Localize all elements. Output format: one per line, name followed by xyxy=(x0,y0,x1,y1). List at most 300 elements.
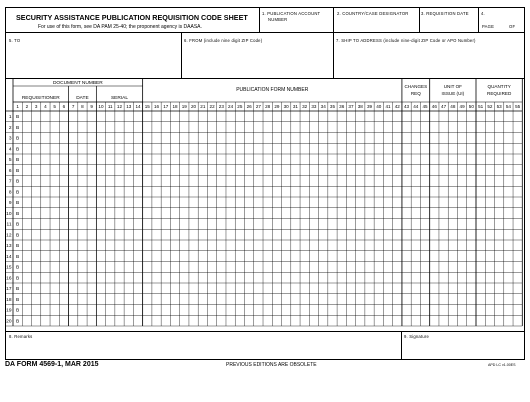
table-cell-input[interactable] xyxy=(189,122,198,132)
table-cell-input[interactable] xyxy=(421,316,430,326)
table-cell-input[interactable] xyxy=(106,133,115,143)
table-cell-input[interactable] xyxy=(161,273,170,283)
table-cell-input[interactable] xyxy=(476,176,485,186)
table-cell-input[interactable] xyxy=(513,251,522,261)
table-cell-input[interactable] xyxy=(449,262,458,272)
table-cell-input[interactable] xyxy=(467,165,476,175)
table-cell-input[interactable] xyxy=(421,262,430,272)
table-cell-input[interactable] xyxy=(393,294,402,304)
table-cell-input[interactable] xyxy=(439,273,448,283)
table-cell-input[interactable] xyxy=(217,240,226,250)
table-cell-input[interactable] xyxy=(430,240,439,250)
table-cell-input[interactable] xyxy=(300,111,309,121)
table-cell-input[interactable] xyxy=(69,187,78,197)
table-cell-input[interactable] xyxy=(476,240,485,250)
table-cell-input[interactable] xyxy=(411,122,420,132)
table-cell-input[interactable] xyxy=(115,208,124,218)
table-cell-input[interactable] xyxy=(106,305,115,315)
table-cell-input[interactable] xyxy=(50,262,59,272)
table-cell-input[interactable] xyxy=(458,154,467,164)
table-cell-input[interactable] xyxy=(41,144,50,154)
table-cell-input[interactable] xyxy=(50,316,59,326)
table-cell-input[interactable] xyxy=(347,165,356,175)
table-cell-input[interactable] xyxy=(134,197,143,207)
table-cell-input[interactable] xyxy=(134,144,143,154)
table-cell-input[interactable] xyxy=(495,154,504,164)
table-cell-input[interactable] xyxy=(124,316,133,326)
table-cell-input[interactable] xyxy=(310,230,319,240)
table-cell-input[interactable] xyxy=(208,133,217,143)
table-cell-input[interactable] xyxy=(430,208,439,218)
table-cell-input[interactable] xyxy=(513,176,522,186)
table-cell-input[interactable] xyxy=(23,187,32,197)
table-cell-input[interactable] xyxy=(115,251,124,261)
table-cell-input[interactable] xyxy=(402,144,411,154)
table-cell-input[interactable] xyxy=(236,294,245,304)
table-cell-input[interactable] xyxy=(263,283,272,293)
table-cell-input[interactable] xyxy=(50,197,59,207)
table-cell-input[interactable] xyxy=(41,165,50,175)
table-cell-input[interactable] xyxy=(226,219,235,229)
table-cell-input[interactable] xyxy=(439,294,448,304)
table-cell-input[interactable] xyxy=(411,144,420,154)
table-cell-input[interactable] xyxy=(180,111,189,121)
table-cell-input[interactable] xyxy=(449,144,458,154)
table-cell-input[interactable] xyxy=(208,187,217,197)
table-cell-input[interactable] xyxy=(97,144,106,154)
table-cell-input[interactable] xyxy=(50,283,59,293)
table-cell-input[interactable] xyxy=(32,165,41,175)
table-cell-input[interactable] xyxy=(208,262,217,272)
table-cell-input[interactable] xyxy=(60,133,69,143)
table-cell-input[interactable] xyxy=(254,187,263,197)
table-cell-input[interactable] xyxy=(273,197,282,207)
table-cell-input[interactable] xyxy=(495,262,504,272)
table-cell-input[interactable] xyxy=(402,230,411,240)
table-cell-input[interactable] xyxy=(402,208,411,218)
table-cell-input[interactable] xyxy=(495,187,504,197)
table-cell-input[interactable] xyxy=(87,187,96,197)
table-cell-input[interactable] xyxy=(60,187,69,197)
table-cell-input[interactable] xyxy=(421,122,430,132)
table-cell-input[interactable] xyxy=(217,208,226,218)
table-cell-input[interactable] xyxy=(476,165,485,175)
table-cell-input[interactable] xyxy=(124,251,133,261)
table-cell-input[interactable] xyxy=(50,294,59,304)
table-cell-input[interactable] xyxy=(337,294,346,304)
table-cell-input[interactable] xyxy=(124,283,133,293)
table-cell-input[interactable] xyxy=(439,111,448,121)
table-cell-input[interactable] xyxy=(467,144,476,154)
table-cell-input[interactable] xyxy=(504,240,513,250)
table-cell-input[interactable] xyxy=(217,176,226,186)
table-cell-input[interactable] xyxy=(189,283,198,293)
table-cell-input[interactable] xyxy=(245,165,254,175)
table-cell-input[interactable] xyxy=(421,219,430,229)
table-cell-input[interactable] xyxy=(143,208,152,218)
table-cell-input[interactable] xyxy=(319,154,328,164)
table-cell-input[interactable] xyxy=(199,230,208,240)
table-cell-input[interactable] xyxy=(199,197,208,207)
table-cell-input[interactable] xyxy=(384,294,393,304)
table-cell-input[interactable] xyxy=(374,316,383,326)
table-cell-input[interactable] xyxy=(134,294,143,304)
table-cell-input[interactable] xyxy=(124,230,133,240)
table-cell-input[interactable] xyxy=(273,208,282,218)
table-cell-input[interactable] xyxy=(384,219,393,229)
table-cell-input[interactable] xyxy=(356,251,365,261)
table-cell-input[interactable] xyxy=(365,122,374,132)
table-cell-input[interactable] xyxy=(60,305,69,315)
table-cell-input[interactable] xyxy=(217,133,226,143)
table-cell-input[interactable] xyxy=(439,219,448,229)
table-cell-input[interactable] xyxy=(263,305,272,315)
table-cell-input[interactable] xyxy=(254,240,263,250)
table-cell-input[interactable] xyxy=(263,165,272,175)
table-cell-input[interactable] xyxy=(356,187,365,197)
table-cell-input[interactable] xyxy=(402,165,411,175)
table-cell-input[interactable] xyxy=(430,133,439,143)
table-cell-input[interactable] xyxy=(476,262,485,272)
table-cell-input[interactable] xyxy=(374,208,383,218)
table-cell-input[interactable] xyxy=(402,251,411,261)
table-cell-input[interactable] xyxy=(300,208,309,218)
table-cell-input[interactable] xyxy=(60,230,69,240)
table-cell-input[interactable] xyxy=(328,316,337,326)
table-cell-input[interactable] xyxy=(208,111,217,121)
table-cell-input[interactable] xyxy=(78,273,87,283)
table-cell-input[interactable] xyxy=(124,240,133,250)
table-cell-input[interactable] xyxy=(319,294,328,304)
table-cell-input[interactable] xyxy=(374,230,383,240)
table-cell-input[interactable] xyxy=(115,122,124,132)
table-cell-input[interactable] xyxy=(226,262,235,272)
table-cell-input[interactable] xyxy=(152,240,161,250)
table-cell-input[interactable] xyxy=(328,230,337,240)
table-cell-input[interactable] xyxy=(467,187,476,197)
table-cell-input[interactable] xyxy=(458,187,467,197)
country-case-designator-input[interactable] xyxy=(334,18,418,31)
table-cell-input[interactable] xyxy=(32,144,41,154)
table-cell-input[interactable] xyxy=(189,294,198,304)
table-cell-input[interactable] xyxy=(328,144,337,154)
table-cell-input[interactable] xyxy=(365,197,374,207)
table-cell-input[interactable] xyxy=(217,219,226,229)
table-cell-input[interactable] xyxy=(439,305,448,315)
table-cell-input[interactable] xyxy=(97,240,106,250)
table-cell-input[interactable] xyxy=(78,144,87,154)
table-cell-input[interactable] xyxy=(97,165,106,175)
table-cell-input[interactable] xyxy=(402,133,411,143)
table-cell-input[interactable] xyxy=(152,305,161,315)
table-cell-input[interactable] xyxy=(23,219,32,229)
table-cell-input[interactable] xyxy=(273,240,282,250)
table-cell-input[interactable] xyxy=(152,294,161,304)
table-cell-input[interactable] xyxy=(41,154,50,164)
table-cell-input[interactable] xyxy=(236,176,245,186)
table-cell-input[interactable] xyxy=(180,208,189,218)
table-cell-input[interactable] xyxy=(347,144,356,154)
table-cell-input[interactable] xyxy=(189,176,198,186)
table-cell-input[interactable] xyxy=(365,187,374,197)
table-cell-input[interactable] xyxy=(347,111,356,121)
table-cell-input[interactable] xyxy=(495,111,504,121)
table-cell-input[interactable] xyxy=(217,122,226,132)
table-cell-input[interactable] xyxy=(143,111,152,121)
table-cell-input[interactable] xyxy=(273,187,282,197)
table-cell-input[interactable] xyxy=(199,219,208,229)
table-cell-input[interactable] xyxy=(486,154,495,164)
table-cell-input[interactable] xyxy=(134,262,143,272)
table-cell-input[interactable] xyxy=(171,165,180,175)
table-cell-input[interactable] xyxy=(152,219,161,229)
table-cell-input[interactable] xyxy=(273,165,282,175)
table-cell-input[interactable] xyxy=(310,144,319,154)
table-cell-input[interactable] xyxy=(300,187,309,197)
table-cell-input[interactable] xyxy=(291,273,300,283)
table-cell-input[interactable] xyxy=(245,187,254,197)
table-cell-input[interactable] xyxy=(356,133,365,143)
table-cell-input[interactable] xyxy=(449,240,458,250)
table-cell-input[interactable] xyxy=(300,144,309,154)
table-cell-input[interactable] xyxy=(254,154,263,164)
table-cell-input[interactable] xyxy=(124,144,133,154)
table-cell-input[interactable] xyxy=(374,219,383,229)
table-cell-input[interactable] xyxy=(476,230,485,240)
table-cell-input[interactable] xyxy=(467,283,476,293)
table-cell-input[interactable] xyxy=(282,165,291,175)
table-cell-input[interactable] xyxy=(245,251,254,261)
table-cell-input[interactable] xyxy=(41,208,50,218)
table-cell-input[interactable] xyxy=(32,208,41,218)
table-cell-input[interactable] xyxy=(199,176,208,186)
table-cell-input[interactable] xyxy=(328,197,337,207)
table-cell-input[interactable] xyxy=(328,251,337,261)
table-cell-input[interactable] xyxy=(189,165,198,175)
table-cell-input[interactable] xyxy=(411,197,420,207)
table-cell-input[interactable] xyxy=(319,219,328,229)
table-cell-input[interactable] xyxy=(87,316,96,326)
table-cell-input[interactable] xyxy=(374,165,383,175)
table-cell-input[interactable] xyxy=(69,133,78,143)
table-cell-input[interactable] xyxy=(467,208,476,218)
table-cell-input[interactable] xyxy=(263,240,272,250)
table-cell-input[interactable] xyxy=(106,122,115,132)
table-cell-input[interactable] xyxy=(421,187,430,197)
table-cell-input[interactable] xyxy=(152,133,161,143)
table-cell-input[interactable] xyxy=(69,240,78,250)
table-cell-input[interactable] xyxy=(430,144,439,154)
table-cell-input[interactable] xyxy=(161,133,170,143)
table-cell-input[interactable] xyxy=(384,283,393,293)
table-cell-input[interactable] xyxy=(411,305,420,315)
table-cell-input[interactable] xyxy=(236,144,245,154)
table-cell-input[interactable] xyxy=(273,230,282,240)
table-cell-input[interactable] xyxy=(254,133,263,143)
table-cell-input[interactable] xyxy=(319,251,328,261)
table-cell-input[interactable] xyxy=(282,154,291,164)
table-cell-input[interactable] xyxy=(115,197,124,207)
table-cell-input[interactable] xyxy=(430,273,439,283)
table-cell-input[interactable] xyxy=(199,187,208,197)
table-cell-input[interactable] xyxy=(486,111,495,121)
table-cell-input[interactable] xyxy=(430,294,439,304)
table-cell-input[interactable] xyxy=(467,219,476,229)
table-cell-input[interactable] xyxy=(337,219,346,229)
table-cell-input[interactable] xyxy=(467,230,476,240)
table-cell-input[interactable] xyxy=(152,251,161,261)
table-cell-input[interactable] xyxy=(189,208,198,218)
table-cell-input[interactable] xyxy=(421,283,430,293)
table-cell-input[interactable] xyxy=(41,240,50,250)
table-cell-input[interactable] xyxy=(199,122,208,132)
table-cell-input[interactable] xyxy=(208,305,217,315)
table-cell-input[interactable] xyxy=(199,208,208,218)
table-cell-input[interactable] xyxy=(254,111,263,121)
table-cell-input[interactable] xyxy=(458,133,467,143)
table-cell-input[interactable] xyxy=(69,262,78,272)
table-cell-input[interactable] xyxy=(365,262,374,272)
table-cell-input[interactable] xyxy=(245,283,254,293)
table-cell-input[interactable] xyxy=(134,251,143,261)
table-cell-input[interactable] xyxy=(152,316,161,326)
table-cell-input[interactable] xyxy=(263,294,272,304)
table-cell-input[interactable] xyxy=(69,122,78,132)
table-cell-input[interactable] xyxy=(310,305,319,315)
table-cell-input[interactable] xyxy=(217,197,226,207)
table-cell-input[interactable] xyxy=(319,208,328,218)
table-cell-input[interactable] xyxy=(402,154,411,164)
table-cell-input[interactable] xyxy=(152,176,161,186)
table-cell-input[interactable] xyxy=(161,154,170,164)
table-cell-input[interactable] xyxy=(337,283,346,293)
table-cell-input[interactable] xyxy=(226,122,235,132)
table-cell-input[interactable] xyxy=(467,294,476,304)
table-cell-input[interactable] xyxy=(319,122,328,132)
table-cell-input[interactable] xyxy=(476,294,485,304)
table-cell-input[interactable] xyxy=(263,316,272,326)
table-cell-input[interactable] xyxy=(337,144,346,154)
table-cell-input[interactable] xyxy=(263,154,272,164)
table-cell-input[interactable] xyxy=(134,316,143,326)
table-cell-input[interactable] xyxy=(486,208,495,218)
table-cell-input[interactable] xyxy=(189,251,198,261)
table-cell-input[interactable] xyxy=(402,294,411,304)
table-cell-input[interactable] xyxy=(300,262,309,272)
table-cell-input[interactable] xyxy=(458,262,467,272)
table-cell-input[interactable] xyxy=(476,305,485,315)
table-cell-input[interactable] xyxy=(115,294,124,304)
table-cell-input[interactable] xyxy=(328,154,337,164)
table-cell-input[interactable] xyxy=(402,176,411,186)
table-cell-input[interactable] xyxy=(495,230,504,240)
table-cell-input[interactable] xyxy=(504,230,513,240)
table-cell-input[interactable] xyxy=(504,283,513,293)
table-cell-input[interactable] xyxy=(115,133,124,143)
table-cell-input[interactable] xyxy=(97,122,106,132)
table-cell-input[interactable] xyxy=(87,251,96,261)
table-cell-input[interactable] xyxy=(161,283,170,293)
table-cell-input[interactable] xyxy=(374,187,383,197)
table-cell-input[interactable] xyxy=(115,219,124,229)
table-cell-input[interactable] xyxy=(41,273,50,283)
table-cell-input[interactable] xyxy=(171,144,180,154)
table-cell-input[interactable] xyxy=(106,165,115,175)
table-cell-input[interactable] xyxy=(310,262,319,272)
table-cell-input[interactable] xyxy=(347,197,356,207)
table-cell-input[interactable] xyxy=(171,230,180,240)
table-cell-input[interactable] xyxy=(356,122,365,132)
table-cell-input[interactable] xyxy=(402,305,411,315)
table-cell-input[interactable] xyxy=(310,273,319,283)
table-cell-input[interactable] xyxy=(282,187,291,197)
table-cell-input[interactable] xyxy=(356,219,365,229)
table-cell-input[interactable] xyxy=(50,154,59,164)
table-cell-input[interactable] xyxy=(467,240,476,250)
table-cell-input[interactable] xyxy=(449,305,458,315)
table-cell-input[interactable] xyxy=(217,144,226,154)
table-cell-input[interactable] xyxy=(60,111,69,121)
table-cell-input[interactable] xyxy=(115,283,124,293)
table-cell-input[interactable] xyxy=(291,240,300,250)
table-cell-input[interactable] xyxy=(291,283,300,293)
table-cell-input[interactable] xyxy=(124,208,133,218)
table-cell-input[interactable] xyxy=(393,316,402,326)
table-cell-input[interactable] xyxy=(69,208,78,218)
table-cell-input[interactable] xyxy=(208,176,217,186)
table-cell-input[interactable] xyxy=(208,294,217,304)
table-cell-input[interactable] xyxy=(32,230,41,240)
table-cell-input[interactable] xyxy=(282,262,291,272)
table-cell-input[interactable] xyxy=(374,176,383,186)
table-cell-input[interactable] xyxy=(236,230,245,240)
table-cell-input[interactable] xyxy=(180,305,189,315)
table-cell-input[interactable] xyxy=(106,208,115,218)
table-cell-input[interactable] xyxy=(384,197,393,207)
table-cell-input[interactable] xyxy=(32,294,41,304)
table-cell-input[interactable] xyxy=(236,165,245,175)
table-cell-input[interactable] xyxy=(97,208,106,218)
table-cell-input[interactable] xyxy=(134,219,143,229)
table-cell-input[interactable] xyxy=(161,111,170,121)
table-cell-input[interactable] xyxy=(23,251,32,261)
table-cell-input[interactable] xyxy=(393,262,402,272)
table-cell-input[interactable] xyxy=(319,176,328,186)
table-cell-input[interactable] xyxy=(78,305,87,315)
table-cell-input[interactable] xyxy=(486,144,495,154)
table-cell-input[interactable] xyxy=(421,240,430,250)
table-cell-input[interactable] xyxy=(282,283,291,293)
table-cell-input[interactable] xyxy=(356,283,365,293)
table-cell-input[interactable] xyxy=(310,283,319,293)
table-cell-input[interactable] xyxy=(374,273,383,283)
table-cell-input[interactable] xyxy=(161,187,170,197)
table-cell-input[interactable] xyxy=(439,240,448,250)
table-cell-input[interactable] xyxy=(50,165,59,175)
table-cell-input[interactable] xyxy=(439,144,448,154)
table-cell-input[interactable] xyxy=(337,305,346,315)
table-cell-input[interactable] xyxy=(328,122,337,132)
table-cell-input[interactable] xyxy=(421,208,430,218)
table-cell-input[interactable] xyxy=(310,122,319,132)
table-cell-input[interactable] xyxy=(421,305,430,315)
table-cell-input[interactable] xyxy=(393,305,402,315)
table-cell-input[interactable] xyxy=(402,283,411,293)
table-cell-input[interactable] xyxy=(421,251,430,261)
table-cell-input[interactable] xyxy=(300,273,309,283)
table-cell-input[interactable] xyxy=(300,122,309,132)
table-cell-input[interactable] xyxy=(60,262,69,272)
